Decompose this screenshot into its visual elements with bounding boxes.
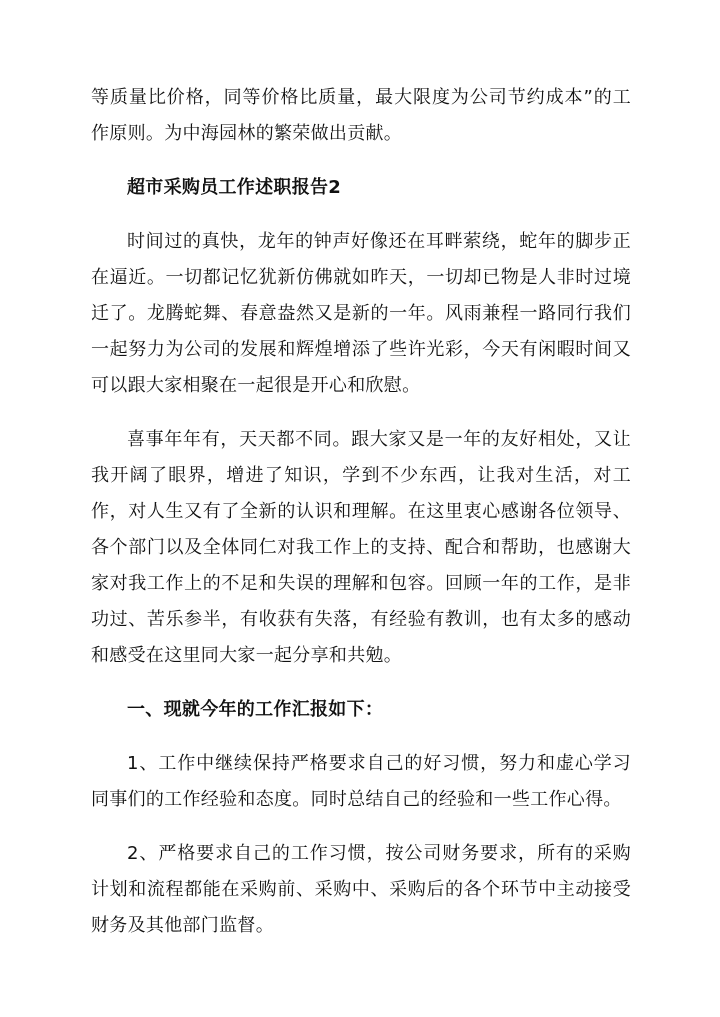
paragraph-opening: 时间过的真快，龙年的钟声好像还在耳畔萦绕，蛇年的脚步正在逼近。一切都记忆犹新仿佛就如昨天，一切却已物是人非时过境迁了。龙腾蛇舞、春意盎然又是新的一年。风雨兼程一路同行我们一起努力为公司的发展和辉煌增添了些许光彩，今天有闲暇时间又可以跟大家相聚在一起很是开心和欣慰。 xyxy=(91,231,631,396)
paragraph-continued-principle: 等质量比价格，同等价格比质量，最大限度为公司节约成本”的工作原则。为中海园林的繁荣做出贡献。 xyxy=(91,87,631,144)
list-item-1: 1、工作中继续保持严格要求自己的好习惯，努力和虚心学习同事们的工作经验和态度。同时总结自己的经验和一些工作心得。 xyxy=(91,753,631,810)
report-title-heading: 超市采购员工作述职报告2 xyxy=(127,177,342,198)
list-item-2: 2、严格要求自己的工作习惯，按公司财务要求，所有的采购计划和流程都能在采购前、采购中、采购后的各个环节中主动接受财务及其他部门监督。 xyxy=(91,843,631,936)
section-heading-work-report: 一、现就今年的工作汇报如下： xyxy=(127,699,384,720)
document-body xyxy=(91,80,631,944)
paragraph-gratitude: 喜事年年有，天天都不同。跟大家又是一年的友好相处，又让我开阔了眼界，增进了知识，学到不少东西，让我对生活，对工作，对人生又有了全新的认识和理解。在这里衷心感谢各位领导、各个部门以及全体同仁对我工作上的支持、配合和帮助，也感谢大家对我工作上的不足和失误的理解和包容。回顾一年的工作，是非功过、苦乐参半，有收获有失落，有经验有教训，也有太多的感动和感受在这里同大家一起分享和共勉。 xyxy=(91,429,631,666)
